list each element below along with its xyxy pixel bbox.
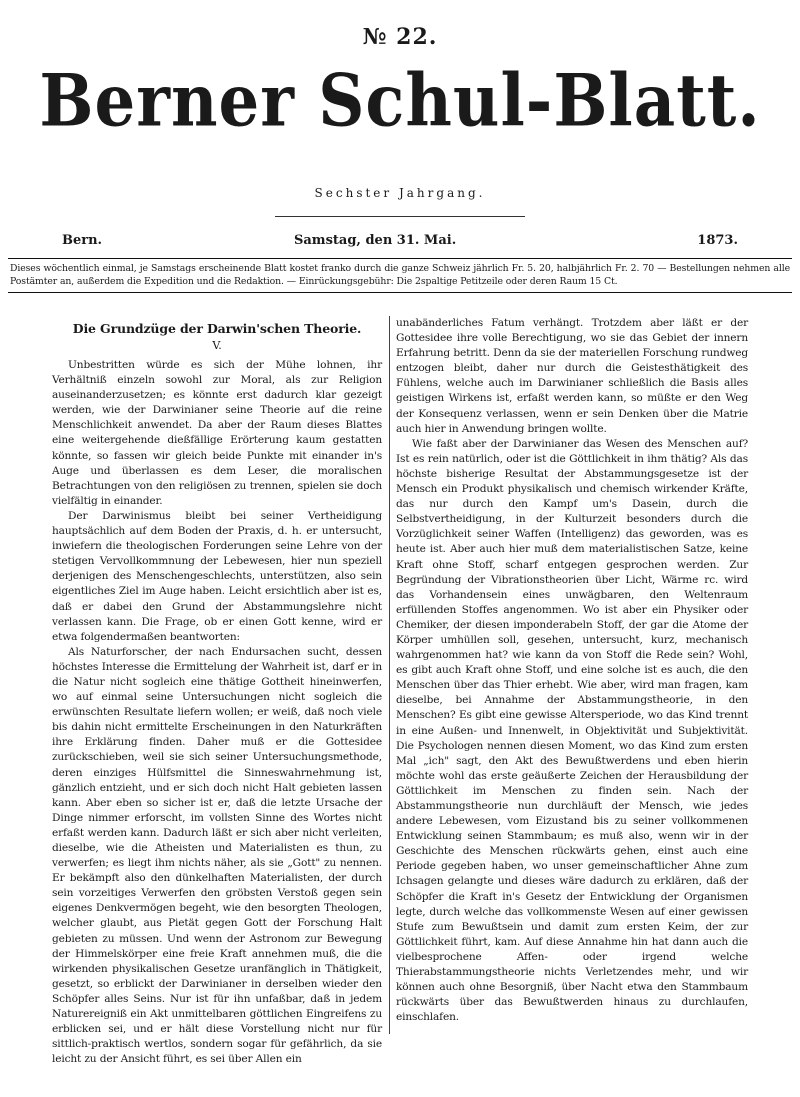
article-title: Die Grundzüge der Darwin'schen Theorie. — [72, 321, 362, 336]
notice-rule-top — [8, 258, 792, 259]
masthead-title: Berner Schul-Blatt. — [39, 59, 761, 144]
volume-line: Sechster Jahrgang. — [314, 186, 486, 200]
paragraph: Wie faßt aber der Darwinianer das Wesen des Menschen auf? Ist es rein natürlich, oder ist die Göttlichkeit in ihm thätig? Als das höchste bisherige Resultat der Abstammungsgesetze ist der Mensch ein Produkt physikalisch und chemisch wirkender Kräfte, das nur durch den Kampf um's Dasein, durch die Selbstvertheidigung, in der Kulturzeit besonders durch die Vorzüglichkeit seiner Waffen (Intelligenz) das geworden, was es heute ist. Aber auch hier muß dem materialistischen Satze, keine Kraft ohne Stoff, scharf entgegen gesprochen werden. Zur Begründung der Vibrationstheorien über Licht, Wärme rc. wird das Vorhandensein eines unwägbaren, den Weltenraum erfüllenden Stoffes angenommen. Wo ist aber ein Physiker oder Chemiker, der diesen imponderabeln Stoff, der gar die Atome der Körper umhüllen soll, gesehen, untersucht, kurz, mechanisch wahrgenommen hat? wie kann da von Stoff die Rede sein? Wohl, es gibt auch Kraft ohne Stoff, und eine solche ist es auch, die den Menschen über das Thier erhebt. Wie aber, wird man fragen, kam dieselbe, bei Annahme der Abstammungstheorie, in den Menschen? Es gibt eine gewisse Altersperiode, wo das Kind trennt in eine Außen- und Innenwelt, in Objektivität und Subjektivität. Die Psychologen nennen diesen Moment, wo das Kind zum ersten Mal „ich" sagt, den Akt des Bewußtwerdens und eben hierin möchte wohl das erste geäußerte Zeichen der Herausbildung der Göttlichkeit im Menschen zu finden sein. Nach der Abstammungstheorie nun durchläuft der Mensch, wie jedes andere Lebewesen, vom Eizustand bis zu seiner vollkommenen Entwicklung seinen Stammbaum; es muß also, wenn wir in der Geschichte des Menschen rückwärts gehen, einst auch eine Periode gegeben haben, wo unser gemeinschaftlicher Ahne zum Ichsagen gelangte und dieses wäre dadurch zu erklären, daß der Schöpfer die Kraft in's Gesetz der Entwicklung der Organismen legte, durch welche das vollkommenste Wesen auf einer gewissen Stufe zum Bewußtsein und damit zum ersten Keim, der zur Göttlichkeit führt, kam. Auf diese Annahme hin hat dann auch die vielbesprochene Affen- oder irgend welche Thierabstammungstheorie nichts Verletzendes mehr, und wir können auch ohne Besorgniß, über Nacht etwa den Stammbaum rückwärts über das Bewußtwerden hinaus zu durchlaufen, einschlafen. — [396, 437, 748, 1024]
dateline-year: 1873. — [697, 233, 738, 248]
subscription-notice: Dieses wöchentlich einmal, je Samstags erscheinende Blatt kostet franko durch die ganze Schweiz jährlich Fr. 5. 20, halbjährlich Fr. 2. 70 — Bestellungen nehmen alle Postämter an, außerdem die Expedition und die Redaktion. — Einrückungsgebühr: Die 2spaltige Petitzeile oder deren Raum 15 Ct. — [10, 263, 790, 287]
dateline-date: Samstag, den 31. Mai. — [294, 233, 457, 248]
article-part-number: V. — [212, 339, 222, 352]
paragraph: Der Darwinismus bleibt bei seiner Vertheidigung hauptsächlich auf dem Boden der Praxis, d. h. er untersucht, inwiefern die theologischen Forderungen seine Lehre von der stetigen Vervollkommnung der Lebewesen, hier nun speziell derjenigen des Menschengeschlechts, unterstützen, also sein eigentliches Ziel im Auge haben. Leicht ersichtlich aber ist es, daß er dabei den Grund der Abstammungslehre nicht verlassen kann. Die Frage, ob er einen Gott kenne, wird er etwa folgendermaßen beantworten: — [52, 509, 382, 643]
paragraph: Unbestritten würde es sich der Mühe lohnen, ihr Verhältniß einzeln sowohl zur Moral, als zur Religion auseinanderzusetzen; es könnte erst dadurch klar gezeigt werden, wie der Darwinianer seine Theorie auf die reine Menschlichkeit anwendet. Da aber der Raum dieses Blattes eine weitergehende dießfällige Erörterung kaum gestatten könnte, so fassen wir gleich beide Punkte mit einander in's Auge und überlassen es dem Leser, die moralischen Betrachtungen von den religiösen zu trennen, spielen sie doch vielfältig in einander. — [52, 359, 382, 507]
paragraph: unabänderliches Fatum verhängt. Trotzdem aber läßt er der Gottesidee ihre volle Berechtigung, wo sie das Gebiet der innern Erfahrung betritt. Denn da sie der materiellen Forschung rundweg entzogen bleibt, daher nur durch die Geistesthätigkeit des Fühlens, welche auch im Darwinianer schließlich die Basis alles geistigen Wirkens ist, erfaßt werden kann, so müßte er den Weg der Konsequenz verlassen, wenn er sein Denken über die Matrie auch hier in Anwendung bringen wollte. — [396, 317, 748, 435]
notice-rule-bottom — [8, 292, 792, 293]
right-column — [396, 316, 748, 1025]
column-divider — [389, 316, 390, 1034]
dateline-place: Bern. — [62, 233, 103, 248]
left-column — [52, 320, 382, 1067]
paragraph: Als Naturforscher, der nach Endursachen sucht, dessen höchstes Interesse die Ermittelung der Wahrheit ist, darf er in die Natur nicht sogleich eine thätige Gottheit hineinwerfen, wo auf einmal seine Untersuchungen nicht sogleich die erwünschten Resultate liefern wollen; er weiß, daß noch viele bis dahin nicht ermittelte Erscheinungen in den Naturkräften ihre Erklärung finden. Daher muß er die Gottesidee zurückschieben, weil sie sich seiner Untersuchungsmethode, deren einziges Hülfsmittel die Sinneswahrnehmung ist, gänzlich entzieht, und er sich doch nicht Halt gebieten lassen kann. Aber eben so sicher ist er, daß die letzte Ursache der Dinge nimmer erforscht, im vollsten Sinne des Wortes nicht erfaßt werden kann. Dadurch läßt er sich aber nicht verleiten, dieselbe, wie die Atheisten und Materialisten es thun, zu verwerfen; es liegt ihm nichts näher, als sie „Gott" zu nennen. Er bekämpft also den dünkelhaften Materialisten, der durch sein vorzeitiges Verwerfen den gröbsten Verstoß gegen sein eigenes Denkvermögen begeht, wie den besorgten Theologen, welcher glaubt, aus Pietät gegen Gott der Forschung Halt gebieten zu müssen. Und wenn der Astronom zur Bewegung der Himmelskörper eine freie Kraft annehmen muß, die die wirkenden physikalischen Gesetze uranfänglich in Thätigkeit, gesetzt, so erblickt der Darwinianer in derselben wieder den Schöpfer alles Seins. Nur ist für ihn unfaßbar, daß in jedem Naturereigniß ein Akt unmittelbaren göttlichen Eingreifens zu erblicken sei, und er hält diese Vorstellung nicht nur für sittlich-praktisch wertlos, sondern sogar für gefährlich, da sie leicht zu der Ansicht führt, es sei über Allen ein — [52, 645, 382, 1066]
masthead-divider — [275, 216, 525, 217]
issue-number: № 22. — [362, 24, 438, 50]
dateline — [62, 233, 738, 253]
